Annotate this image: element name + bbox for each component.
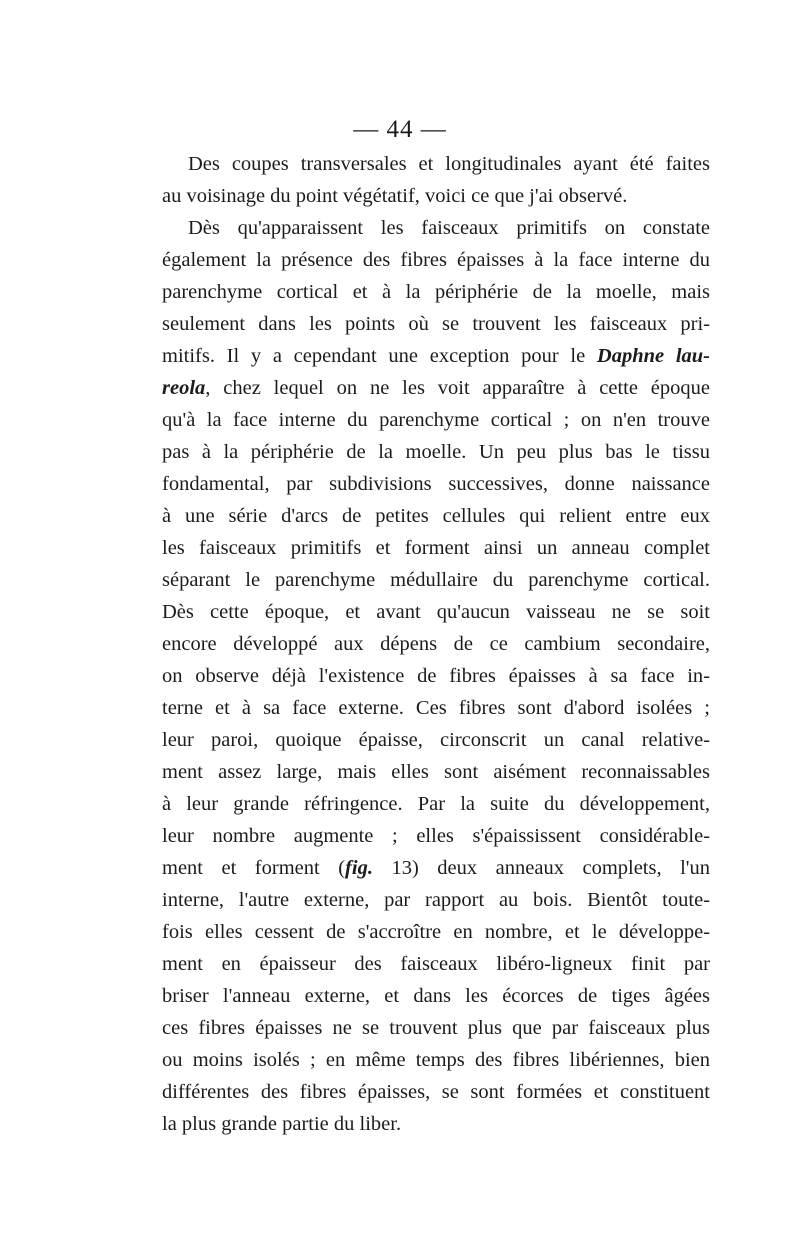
text-line: à leur grande réfringence. Par la suite du développement, — [162, 793, 710, 815]
text-line: ces fibres épaisses ne se trouvent plus que par faisceaux plus — [162, 1017, 710, 1039]
text-line: briser l'anneau externe, et dans les écorces de tiges âgées — [162, 985, 710, 1007]
text-line: encore développé aux dépens de ce cambium secondaire, — [162, 633, 710, 655]
text-line: reola, chez lequel on ne les voit apparaître à cette époque — [162, 377, 710, 399]
text-line: leur nombre augmente ; elles s'épaississent considérable- — [162, 825, 710, 847]
text-line: Dès cette époque, et avant qu'aucun vaisseau ne se soit — [162, 601, 710, 623]
species-name-italic: Daphne lau- — [596, 345, 710, 367]
text-line: au voisinage du point végétatif, voici ce que j'ai observé. — [162, 185, 628, 207]
text-line: pas à la périphérie de la moelle. Un peu plus bas le tissu — [162, 441, 710, 463]
body-paragraphs — [162, 148, 710, 1140]
text-line: leur paroi, quoique épaisse, circonscrit un canal relative- — [162, 729, 710, 751]
text-line: fois elles cessent de s'accroître en nombre, et le développe- — [162, 921, 710, 943]
text-line: parenchyme cortical et à la périphérie de la moelle, mais — [162, 281, 710, 303]
species-name-italic: reola — [162, 377, 206, 399]
text-line: ment et forment (fig. 13) deux anneaux complets, l'un — [162, 857, 711, 879]
text-line: différentes des fibres épaisses, se sont formées et constituent — [162, 1081, 710, 1103]
text-line: qu'à la face interne du parenchyme cortical ; on n'en trouve — [162, 409, 710, 431]
text-line: ou moins isolés ; en même temps des fibres libériennes, bien — [162, 1049, 710, 1071]
text-line: terne et à sa face externe. Ces fibres sont d'abord isolées ; — [162, 697, 710, 719]
text-line: les faisceaux primitifs et forment ainsi un anneau complet — [162, 537, 710, 559]
text-line: à une série d'arcs de petites cellules qui relient entre eux — [162, 505, 710, 527]
text-line: mitifs. Il y a cependant une exception pour le Daphne lau- — [162, 345, 710, 367]
text-line: Des coupes transversales et longitudinales ayant été faites — [188, 153, 710, 175]
figure-reference-italic: fig. — [345, 857, 373, 879]
text-line: ment en épaisseur des faisceaux libéro-ligneux finit par — [162, 953, 710, 975]
text-line: interne, l'autre externe, par rapport au bois. Bientôt toute- — [162, 889, 710, 911]
text-line: Dès qu'apparaissent les faisceaux primitifs on constate — [188, 217, 710, 239]
text-line: ment assez large, mais elles sont aisément reconnaissables — [162, 761, 710, 783]
text-line: également la présence des fibres épaisses à la face interne du — [162, 249, 710, 271]
text-line: fondamental, par subdivisions successives, donne naissance — [162, 473, 710, 495]
text-line: on observe déjà l'existence de fibres épaisses à sa face in- — [162, 665, 710, 687]
text-line: seulement dans les points où se trouvent les faisceaux pri- — [162, 313, 710, 335]
text-line-last: la plus grande partie du liber. — [162, 1113, 402, 1135]
page-number: — 44 — — [353, 116, 447, 143]
text-line: séparant le parenchyme médullaire du parenchyme cortical. — [162, 569, 710, 591]
